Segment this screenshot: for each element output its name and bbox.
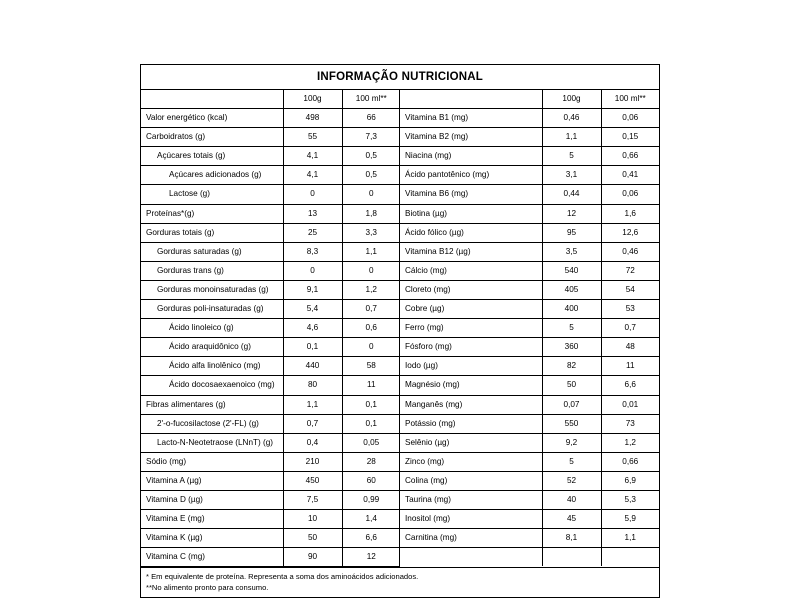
empty-cell: [601, 548, 659, 567]
nutrient-value-100ml: 0,05: [342, 433, 400, 452]
table-row: [141, 319, 400, 338]
nutrient-value-100g: 400: [542, 300, 601, 319]
nutrient-name-cell: Gorduras poli-insaturadas (g): [141, 300, 283, 319]
nutrient-name-cell: Ácido docosaexaenoico (mg): [141, 376, 283, 395]
table-header-row-right: [400, 90, 659, 109]
nutrient-value-100ml: 6,6: [601, 376, 659, 395]
nutrient-value-100g: 45: [542, 510, 601, 529]
table-row: [141, 185, 400, 204]
nutrient-name-cell: Ácido araquidônico (g): [141, 338, 283, 357]
nutrient-name-cell: Vitamina A (µg): [141, 471, 283, 490]
nutrient-name-cell: Cloreto (mg): [400, 280, 542, 299]
table-row: [141, 280, 400, 299]
column-header-100ml: 100 ml**: [342, 90, 400, 109]
nutrition-table-right: [400, 90, 659, 566]
nutrient-value-100ml: 0,1: [342, 414, 400, 433]
nutrient-value-100g: 5: [542, 452, 601, 471]
nutrient-name-cell: Gorduras monoinsaturadas (g): [141, 280, 283, 299]
nutrient-value-100ml: 11: [342, 376, 400, 395]
nutrient-value-100g: 90: [283, 548, 342, 567]
table-row: [141, 548, 400, 567]
nutrient-value-100g: 55: [283, 128, 342, 147]
table-row: [400, 204, 659, 223]
nutrient-value-100g: 0,1: [283, 338, 342, 357]
table-header-row-left: [141, 90, 400, 109]
table-row: [400, 300, 659, 319]
table-row: [400, 319, 659, 338]
nutrient-name-cell: Colina (mg): [400, 471, 542, 490]
nutrient-value-100ml: 0,6: [342, 319, 400, 338]
nutrient-value-100ml: 1,6: [601, 204, 659, 223]
column-header-nutrient: [141, 90, 283, 109]
nutrient-value-100ml: 1,1: [601, 529, 659, 548]
nutrient-name-cell: Ácido linoleico (g): [141, 319, 283, 338]
nutrient-value-100g: 498: [283, 109, 342, 128]
nutrient-value-100ml: 12: [342, 548, 400, 567]
nutrient-name-cell: Fibras alimentares (g): [141, 395, 283, 414]
nutrient-value-100ml: 12,6: [601, 223, 659, 242]
nutrition-right-block: [400, 90, 659, 567]
table-row: [400, 490, 659, 509]
table-row: [400, 185, 659, 204]
nutrient-name-cell: Zinco (mg): [400, 452, 542, 471]
nutrient-name-cell: Taurina (mg): [400, 490, 542, 509]
table-row: [141, 223, 400, 242]
nutrient-value-100ml: 48: [601, 338, 659, 357]
table-row: [141, 242, 400, 261]
footnote-protein: * Em equivalente de proteína. Representa a soma dos aminoácidos adicionados.: [146, 572, 419, 582]
nutrient-value-100g: 12: [542, 204, 601, 223]
nutrient-value-100g: 13: [283, 204, 342, 223]
nutrient-value-100g: 540: [542, 261, 601, 280]
nutrient-name-cell: Cálcio (mg): [400, 261, 542, 280]
nutrient-value-100ml: 60: [342, 471, 400, 490]
nutrient-name-cell: Vitamina E (mg): [141, 510, 283, 529]
nutrient-value-100ml: 0,66: [601, 147, 659, 166]
nutrient-name-cell: Lacto-N-Neotetraose (LNnT) (g): [141, 433, 283, 452]
nutrient-value-100ml: 0,1: [342, 395, 400, 414]
nutrition-table-left-body: [141, 90, 400, 567]
nutrient-value-100ml: 3,3: [342, 223, 400, 242]
nutrient-name-cell: Valor energético (kcal): [141, 109, 283, 128]
table-row: [141, 414, 400, 433]
nutrient-value-100g: 25: [283, 223, 342, 242]
nutrient-name-cell: Gorduras totais (g): [141, 223, 283, 242]
footnote-ready-to-consume: **No alimento pronto para consumo.: [146, 583, 269, 593]
nutrient-name-cell: Gorduras trans (g): [141, 261, 283, 280]
nutrient-name-cell: Ácido fólico (µg): [400, 223, 542, 242]
table-row: [400, 223, 659, 242]
nutrient-value-100g: 7,5: [283, 490, 342, 509]
empty-cell: [400, 548, 542, 567]
nutrient-value-100g: 0,7: [283, 414, 342, 433]
nutrient-name-cell: Açúcares totais (g): [141, 147, 283, 166]
nutrient-name-cell: Vitamina K (µg): [141, 529, 283, 548]
nutrient-name-cell: Vitamina B1 (mg): [400, 109, 542, 128]
nutrient-value-100g: 10: [283, 510, 342, 529]
table-row: [400, 147, 659, 166]
nutrient-value-100g: 82: [542, 357, 601, 376]
nutrient-value-100g: 4,1: [283, 166, 342, 185]
nutrient-value-100ml: 0,99: [342, 490, 400, 509]
nutrient-value-100ml: 0: [342, 261, 400, 280]
nutrient-value-100g: 5: [542, 147, 601, 166]
nutrient-name-cell: Vitamina C (mg): [141, 548, 283, 567]
nutrient-value-100g: 50: [542, 376, 601, 395]
nutrient-name-cell: Açúcares adicionados (g): [141, 166, 283, 185]
nutrient-value-100g: 4,1: [283, 147, 342, 166]
nutrient-value-100ml: 0,5: [342, 147, 400, 166]
nutrient-value-100ml: 1,2: [342, 280, 400, 299]
nutrient-value-100ml: 1,8: [342, 204, 400, 223]
nutrient-name-cell: Vitamina B12 (µg): [400, 242, 542, 261]
nutrient-value-100ml: 0,41: [601, 166, 659, 185]
table-row: [400, 452, 659, 471]
table-row: [400, 395, 659, 414]
nutrient-value-100g: 8,3: [283, 242, 342, 261]
table-row: [141, 529, 400, 548]
nutrient-value-100g: 4,6: [283, 319, 342, 338]
nutrition-table-left: [141, 90, 400, 567]
nutrient-value-100g: 0,07: [542, 395, 601, 414]
nutrient-value-100ml: 7,3: [342, 128, 400, 147]
nutrient-name-cell: Carboidratos (g): [141, 128, 283, 147]
table-row: [141, 357, 400, 376]
table-row: [400, 414, 659, 433]
nutrient-name-cell: Cobre (µg): [400, 300, 542, 319]
table-row: [400, 128, 659, 147]
footnotes-block: [141, 567, 659, 597]
table-row: [141, 128, 400, 147]
nutrient-value-100g: 40: [542, 490, 601, 509]
nutrient-value-100ml: 1,1: [342, 242, 400, 261]
nutrient-value-100g: 360: [542, 338, 601, 357]
table-row: [400, 471, 659, 490]
table-row: [400, 510, 659, 529]
nutrient-value-100g: 5: [542, 319, 601, 338]
empty-cell: [542, 548, 601, 567]
page-title: INFORMAÇÃO NUTRICIONAL: [141, 65, 659, 90]
nutrient-value-100ml: 53: [601, 300, 659, 319]
nutrient-name-cell: Iodo (µg): [400, 357, 542, 376]
nutrient-value-100ml: 0,7: [342, 300, 400, 319]
column-header-100g: 100g: [283, 90, 342, 109]
nutrient-name-cell: Vitamina D (µg): [141, 490, 283, 509]
nutrient-value-100g: 80: [283, 376, 342, 395]
column-header-100ml-right: 100 ml**: [601, 90, 659, 109]
nutrient-value-100g: 550: [542, 414, 601, 433]
table-row: [141, 376, 400, 395]
nutrient-value-100ml: 0,7: [601, 319, 659, 338]
nutrient-value-100ml: 0,01: [601, 395, 659, 414]
nutrient-name-cell: Manganês (mg): [400, 395, 542, 414]
nutrient-name-cell: Biotina (µg): [400, 204, 542, 223]
nutrient-value-100ml: 72: [601, 261, 659, 280]
table-row: [400, 376, 659, 395]
nutrient-value-100g: 9,2: [542, 433, 601, 452]
nutrient-value-100ml: 1,4: [342, 510, 400, 529]
table-row: [400, 433, 659, 452]
nutrient-name-cell: Fósforo (mg): [400, 338, 542, 357]
table-row: [141, 338, 400, 357]
nutrient-value-100ml: 6,6: [342, 529, 400, 548]
nutrient-name-cell: Niacina (mg): [400, 147, 542, 166]
table-row: [141, 510, 400, 529]
nutrient-name-cell: Ferro (mg): [400, 319, 542, 338]
nutrient-value-100g: 3,5: [542, 242, 601, 261]
nutrient-value-100ml: 1,2: [601, 433, 659, 452]
nutrient-value-100g: 210: [283, 452, 342, 471]
table-row: [141, 433, 400, 452]
nutrient-value-100ml: 0,66: [601, 452, 659, 471]
nutrient-name-cell: Potássio (mg): [400, 414, 542, 433]
nutrient-value-100g: 0: [283, 261, 342, 280]
nutrient-value-100ml: 0,06: [601, 185, 659, 204]
nutrient-value-100ml: 0,15: [601, 128, 659, 147]
nutrient-value-100ml: 5,9: [601, 510, 659, 529]
table-row: [141, 166, 400, 185]
nutrient-value-100ml: 5,3: [601, 490, 659, 509]
nutrient-name-cell: Vitamina B6 (mg): [400, 185, 542, 204]
nutrient-value-100ml: 0,06: [601, 109, 659, 128]
table-row: [141, 452, 400, 471]
nutrient-value-100g: 0,46: [542, 109, 601, 128]
nutrient-name-cell: Vitamina B2 (mg): [400, 128, 542, 147]
nutrient-value-100ml: 0: [342, 338, 400, 357]
nutrient-name-cell: Ácido pantotênico (mg): [400, 166, 542, 185]
nutrient-value-100g: 5,4: [283, 300, 342, 319]
table-row: [141, 471, 400, 490]
table-row: [141, 490, 400, 509]
nutrition-left-block: [141, 90, 400, 567]
table-row: [400, 166, 659, 185]
table-row: [141, 109, 400, 128]
table-row: [400, 242, 659, 261]
nutrient-value-100ml: 66: [342, 109, 400, 128]
nutrient-name-cell: Gorduras saturadas (g): [141, 242, 283, 261]
column-header-nutrient-right: [400, 90, 542, 109]
nutrient-name-cell: Proteínas*(g): [141, 204, 283, 223]
table-row-empty: [400, 548, 659, 567]
nutrient-value-100g: 9,1: [283, 280, 342, 299]
nutrient-value-100g: 8,1: [542, 529, 601, 548]
nutrient-value-100g: 0,44: [542, 185, 601, 204]
column-header-100g-right: 100g: [542, 90, 601, 109]
table-row: [400, 109, 659, 128]
nutrient-value-100g: 50: [283, 529, 342, 548]
nutrient-value-100ml: 11: [601, 357, 659, 376]
table-row: [141, 261, 400, 280]
nutrient-name-cell: Carnitina (mg): [400, 529, 542, 548]
nutrient-name-cell: 2'-o-fucosilactose (2'-FL) (g): [141, 414, 283, 433]
nutrient-value-100g: 450: [283, 471, 342, 490]
table-row: [400, 357, 659, 376]
nutrient-value-100ml: 0,46: [601, 242, 659, 261]
nutrition-table-right-body: [400, 90, 659, 566]
nutrition-columns-grid: [141, 90, 659, 567]
table-row: [400, 338, 659, 357]
table-row: [400, 280, 659, 299]
nutrient-value-100g: 52: [542, 471, 601, 490]
nutrient-value-100ml: 73: [601, 414, 659, 433]
nutrient-name-cell: Magnésio (mg): [400, 376, 542, 395]
nutrient-value-100g: 1,1: [283, 395, 342, 414]
nutrient-value-100g: 440: [283, 357, 342, 376]
nutrient-value-100g: 0,4: [283, 433, 342, 452]
nutrient-value-100ml: 28: [342, 452, 400, 471]
nutrient-value-100ml: 58: [342, 357, 400, 376]
nutrient-name-cell: Inositol (mg): [400, 510, 542, 529]
nutrient-name-cell: Ácido alfa linolênico (mg): [141, 357, 283, 376]
nutrition-information-panel: [140, 64, 660, 598]
table-row: [400, 529, 659, 548]
table-row: [141, 395, 400, 414]
nutrient-value-100g: 1,1: [542, 128, 601, 147]
nutrient-value-100g: 405: [542, 280, 601, 299]
table-row: [141, 204, 400, 223]
nutrient-name-cell: Selênio (µg): [400, 433, 542, 452]
nutrient-value-100ml: 6,9: [601, 471, 659, 490]
nutrient-value-100ml: 54: [601, 280, 659, 299]
nutrient-name-cell: Sódio (mg): [141, 452, 283, 471]
table-row: [141, 300, 400, 319]
nutrient-value-100g: 3,1: [542, 166, 601, 185]
table-row: [141, 147, 400, 166]
table-row: [400, 261, 659, 280]
nutrient-value-100ml: 0,5: [342, 166, 400, 185]
nutrient-value-100g: 95: [542, 223, 601, 242]
nutrient-value-100ml: 0: [342, 185, 400, 204]
nutrient-name-cell: Lactose (g): [141, 185, 283, 204]
nutrient-value-100g: 0: [283, 185, 342, 204]
